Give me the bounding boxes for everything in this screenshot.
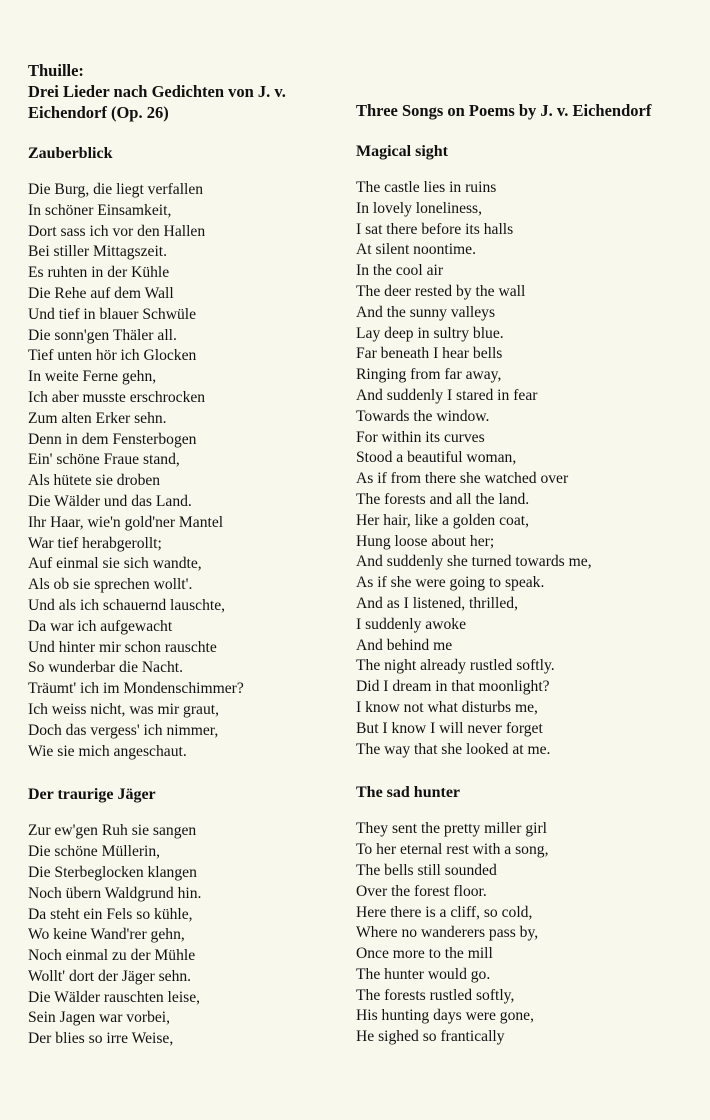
song-title-english-2: The sad hunter (356, 784, 461, 802)
poem-line: The castle lies in ruins (356, 179, 497, 196)
poem-line: Als hütete sie droben (28, 472, 161, 490)
song-title-german-1: Zauberblick (28, 145, 113, 162)
poem-english-2 (356, 819, 696, 1048)
poem-line: Dort sass ich vor den Hallen (28, 222, 206, 240)
poem-line: Ein' schöne Fraue stand, (28, 451, 180, 469)
song-title-german-2: Der traurige Jäger (28, 786, 156, 804)
poem-line: Sein Jagen war vorbei, (28, 1009, 171, 1027)
poem-line: Die sonn'gen Thäler all. (28, 326, 177, 344)
poem-line: Far beneath I hear bells (356, 345, 503, 363)
poem-line: Lay deep in sultry blue. (356, 324, 504, 342)
poem-line: I sat there before its halls (356, 220, 514, 238)
poem-line: The night already rustled softly. (356, 657, 555, 675)
poem-line: I suddenly awoke (356, 615, 466, 633)
poem-line: Der blies so irre Weise, (28, 1030, 174, 1048)
poem-line: And suddenly I stared in fear (356, 386, 538, 404)
poem-line: Wie sie mich angeschaut. (28, 742, 187, 760)
poem-german-2 (28, 821, 348, 1050)
poem-line: As if from there she watched over (356, 470, 569, 488)
poem-line: Noch übern Waldgrund hin. (28, 884, 202, 902)
poem-line: Auf einmal sie sich wandte, (28, 555, 202, 573)
song-title-english-1: Magical sight (356, 143, 448, 160)
poem-line: Die schöne Müllerin, (28, 843, 161, 861)
poem-line: Denn in dem Fensterbogen (28, 430, 197, 448)
poem-line: In lovely loneliness, (356, 199, 483, 217)
poem-line: As if she were going to speak. (356, 574, 545, 592)
poem-line: Zur ew'gen Ruh sie sangen (28, 822, 197, 840)
poem-line: In weite Ferne gehn, (28, 368, 157, 386)
english-column (356, 100, 696, 1048)
poem-line: And suddenly she turned towards me, (356, 553, 592, 571)
poem-line: For within its curves (356, 428, 485, 446)
poem-line: Als ob sie sprechen wollt'. (28, 576, 193, 594)
poem-line: War tief herabgerollt; (28, 534, 162, 552)
poem-line: The forests rustled softly, (356, 986, 515, 1004)
poem-line: Ich aber musste erschrocken (28, 388, 206, 406)
poem-line: The way that she looked at me. (356, 740, 551, 758)
poem-line: Die Rehe auf dem Wall (28, 284, 174, 302)
poem-line: And behind me (356, 636, 453, 654)
poem-line: Die Burg, die liegt verfallen (28, 181, 204, 198)
collection-title-line-1: Drei Lieder nach Gedichten von J. v. (28, 82, 286, 101)
poem-line: So wunderbar die Nacht. (28, 659, 184, 677)
poem-line: Da war ich aufgewacht (28, 617, 173, 635)
poem-line: Die Wälder und das Land. (28, 492, 192, 510)
poem-line: Und als ich schauernd lauschte, (28, 596, 226, 614)
poem-line: Here there is a cliff, so cold, (356, 903, 533, 921)
poem-german-1 (28, 180, 348, 762)
collection-title-line-2: Eichendorf (Op. 26) (28, 103, 169, 122)
poem-line: Die Wälder rauschten leise, (28, 988, 201, 1006)
poem-line: Ich weiss nicht, was mir graut, (28, 700, 219, 718)
poem-line: He sighed so frantically (356, 1028, 505, 1046)
poem-line: To her eternal rest with a song, (356, 841, 549, 859)
poem-line: Once more to the mill (356, 945, 493, 963)
poem-line: Die Sterbeglocken klangen (28, 863, 197, 881)
poem-line: Wo keine Wand'rer gehn, (28, 926, 185, 944)
poem-line: Doch das vergess' ich nimmer, (28, 721, 219, 739)
poem-line: Hung loose about her; (356, 532, 495, 550)
collection-title-english: Three Songs on Poems by J. v. Eichendorf (356, 101, 652, 120)
poem-line: Did I dream in that moonlight? (356, 678, 550, 696)
poem-line: Und hinter mir schon rauschte (28, 638, 217, 656)
poem-english-1 (356, 178, 696, 760)
poem-line: Wollt' dort der Jäger sehn. (28, 967, 192, 985)
poem-line: And the sunny valleys (356, 303, 496, 321)
poem-line: Bei stiller Mittagszeit. (28, 243, 168, 261)
poem-line: His hunting days were gone, (356, 1007, 534, 1025)
poem-line: In schöner Einsamkeit, (28, 201, 172, 219)
poem-line: Noch einmal zu der Mühle (28, 947, 196, 965)
poem-line: Ihr Haar, wie'n gold'ner Mantel (28, 513, 224, 531)
poem-line: I know not what disturbs me, (356, 698, 538, 716)
poem-line: But I know I will never forget (356, 719, 543, 737)
poem-line: At silent noontime. (356, 241, 476, 259)
poem-line: Es ruhten in der Kühle (28, 264, 170, 282)
poem-line: Her hair, like a golden coat, (356, 511, 530, 529)
poem-line: They sent the pretty miller girl (356, 820, 547, 838)
poem-line: Where no wanderers pass by, (356, 924, 539, 942)
poem-line: And as I listened, thrilled, (356, 594, 518, 612)
poem-line: The bells still sounded (356, 861, 497, 879)
poem-line: Und tief in blauer Schwüle (28, 305, 197, 323)
composer-name: Thuille: (28, 61, 84, 80)
poem-line: Zum alten Erker sehn. (28, 409, 167, 427)
poem-line: Stood a beautiful woman, (356, 449, 517, 467)
poem-line: The hunter would go. (356, 965, 491, 983)
german-column (28, 60, 348, 1050)
poem-line: Tief unten hör ich Glocken (28, 347, 197, 365)
poem-line: Towards the window. (356, 407, 490, 425)
poem-line: The forests and all the land. (356, 490, 530, 508)
poem-line: Ringing from far away, (356, 366, 502, 384)
poem-line: The deer rested by the wall (356, 282, 526, 300)
poem-line: In the cool air (356, 262, 444, 280)
poem-line: Over the forest floor. (356, 882, 487, 900)
poem-line: Träumt' ich im Mondenschimmer? (28, 680, 244, 698)
poem-line: Da steht ein Fels so kühle, (28, 905, 193, 923)
